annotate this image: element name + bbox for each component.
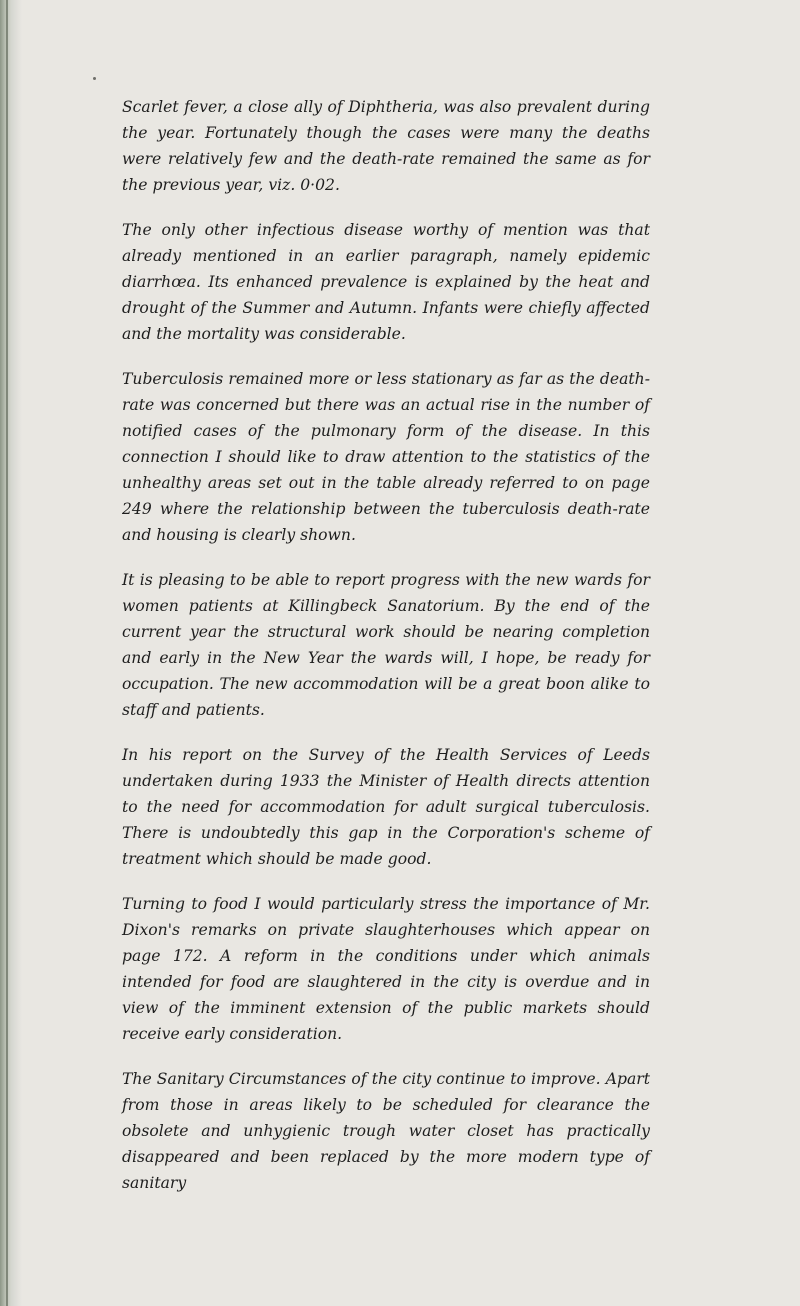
paragraph-surgical-tuberculosis: In his report on the Survey of the Health Services of Leeds undertaken during 1933 the Minister of Health directs attention to the need for accommodation for adult surgical tuberculosis. There is undoubtedly this gap in the Corporation's scheme of treatment which should be made good. — [122, 746, 650, 868]
page-binding-edge — [0, 0, 22, 1306]
paragraph-food-slaughterhouses: Turning to food I would particularly stress the importance of Mr. Dixon's remarks on private slaughterhouses which appear on page 172. A reform in the conditions under which animals intended for food are slaughtered in the city is overdue and in view of the imminent extension of the public markets should receive early consideration. — [122, 895, 650, 1043]
paragraph-epidemic-diarrhoea: The only other infectious disease worthy of mention was that already mentioned in an earlier paragraph, namely epidemic diarrhœa. Its enhanced prevalence is explained by the heat and drought of the Summer and Autumn. Infants were chiefly affected and the mortality was considerable. — [122, 221, 650, 343]
page-speck — [93, 77, 96, 80]
paragraph-scarlet-fever: Scarlet fever, a close ally of Diphtheria, was also prevalent during the year. Fortunately though the cases were many the deaths were relatively few and the death-rate remained the same as for the previous year, viz. 0·02. — [122, 98, 650, 194]
paragraph-killingbeck-sanatorium: It is pleasing to be able to report progress with the new wards for women patients at Killingbeck Sanatorium. By the end of the current year the structural work should be nearing completion and early in the New Year the wards will, I hope, be ready for occupation. The new accommodation will be a great boon alike to staff and patients. — [122, 571, 650, 719]
paragraph-sanitary-circumstances: The Sanitary Circumstances of the city continue to improve. Apart from those in areas likely to be scheduled for clearance the obsolete and unhygienic trough water closet has practically disappeared and been replaced by the more modern type of sanitary — [122, 1070, 650, 1192]
body-text — [122, 94, 650, 1196]
paragraph-tuberculosis: Tuberculosis remained more or less stationary as far as the death-rate was concerned but there was an actual rise in the number of notified cases of the pulmonary form of the disease. In this connection I should like to draw attention to the statistics of the unhealthy areas set out in the table already referred to on page 249 where the relationship between the tuberculosis death-rate and housing is clearly shown. — [122, 370, 650, 544]
page-binding-line — [6, 0, 8, 1306]
